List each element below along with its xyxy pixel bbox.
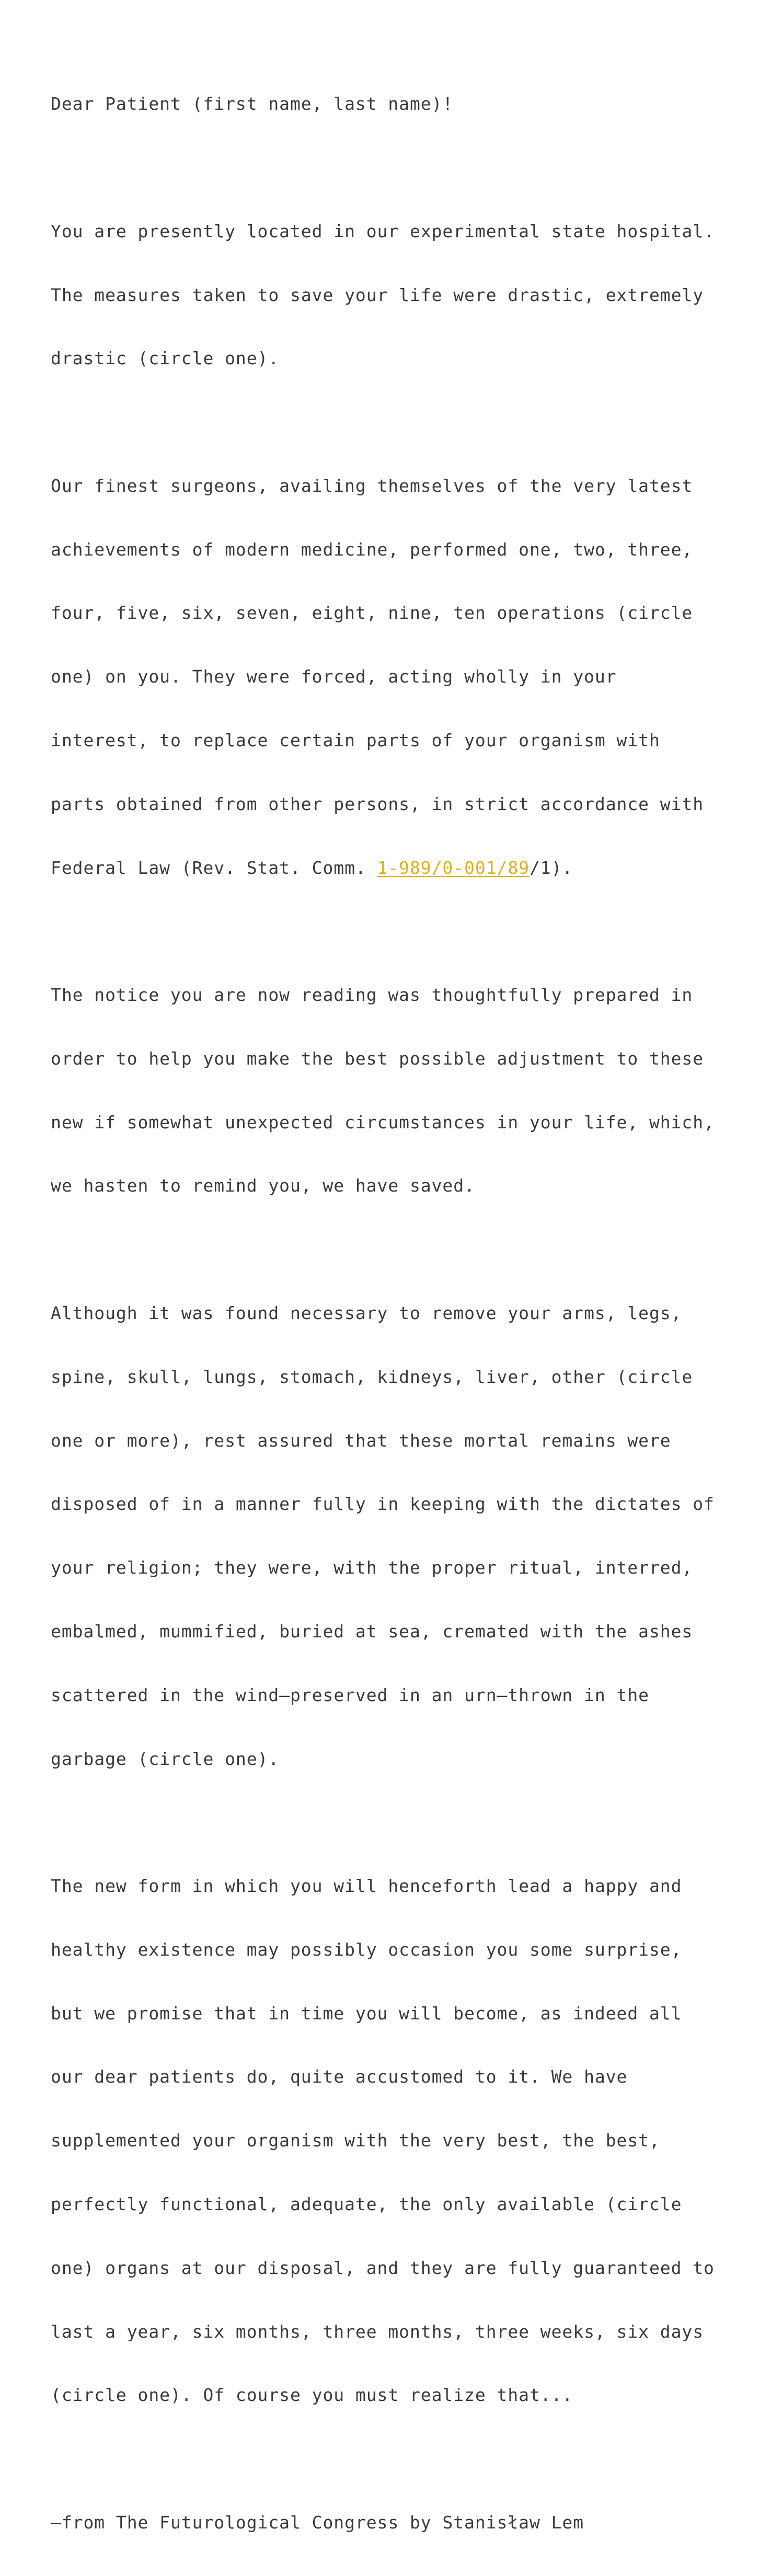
paragraph-3-line: we hasten to remind you, we have saved. — [51, 1175, 475, 1196]
paragraph-2-line: interest, to replace certain parts of your organism with — [51, 730, 660, 750]
paragraph-5-line: one) organs at our disposal, and they are fully guaranteed to — [51, 2257, 715, 2278]
paragraph-1-line: The measures taken to save your life were drastic, extremely — [51, 284, 704, 305]
paragraph-5-line: last a year, six months, three months, three weeks, six days — [51, 2321, 704, 2342]
paragraph-3-line: order to help you make the best possible adjustment to these — [51, 1048, 704, 1069]
paragraph-1-line: drastic (circle one). — [51, 348, 280, 369]
paragraph-4-line: embalmed, mummified, buried at sea, cremated with the ashes — [51, 1621, 693, 1642]
paragraph-5-line: supplemented your organism with the very best, the best, — [51, 2130, 660, 2151]
paragraph-4-line: garbage (circle one). — [51, 1748, 280, 1769]
law-text-before: Federal Law (Rev. Stat. Comm. — [51, 857, 377, 878]
paragraph-4-line: one or more), rest assured that these mortal remains were — [51, 1430, 671, 1451]
paragraph-5-line: our dear patients do, quite accustomed to it. We have — [51, 2066, 628, 2087]
paragraph-4-line: spine, skull, lungs, stomach, kidneys, liver, other (circle — [51, 1366, 693, 1387]
paragraph-2-line: Our finest surgeons, availing themselves of the very latest — [51, 475, 693, 496]
greeting — [51, 51, 771, 157]
paragraph-5-line: perfectly functional, adequate, the only available (circle — [51, 2193, 682, 2214]
paragraph-5-line: but we promise that in time you will become, as indeed all — [51, 2003, 682, 2024]
attribution-line: —from The Futurological Congress by Stanisław Lem — [51, 2512, 584, 2533]
paragraph-4-line: disposed of in a manner fully in keeping with the dictates of — [51, 1494, 715, 1515]
paragraph-2 — [51, 433, 771, 921]
attribution — [51, 2470, 771, 2576]
paragraph-2-line: one) on you. They were forced, acting wholly in your — [51, 666, 617, 687]
law-text-after: /1). — [529, 857, 573, 878]
law-reference-link[interactable]: 1-989/0-001/89 — [377, 857, 530, 878]
paragraph-3-line: The notice you are now reading was thoughtfully prepared in — [51, 985, 693, 1006]
paragraph-2-last-line — [51, 858, 771, 879]
paragraph-1-line: You are presently located in our experimental state hospital. — [51, 221, 715, 241]
paragraph-1 — [51, 179, 771, 412]
paragraph-5-line: The new form in which you will henceforth lead a happy and — [51, 1876, 682, 1897]
paragraph-5 — [51, 1833, 771, 2448]
paragraph-2-line: parts obtained from other persons, in strict accordance with — [51, 793, 704, 814]
paragraph-4 — [51, 1261, 771, 1812]
paragraph-3-line: new if somewhat unexpected circumstances in your life, which, — [51, 1112, 715, 1133]
paragraph-2-line: four, five, six, seven, eight, nine, ten operations (circle — [51, 603, 693, 623]
paragraph-5-line: healthy existence may possibly occasion you some surprise, — [51, 1939, 682, 1960]
paragraph-4-line: your religion; they were, with the proper ritual, interred, — [51, 1557, 693, 1578]
paragraph-3 — [51, 942, 771, 1239]
paragraph-4-line: scattered in the wind—preserved in an urn—thrown in the — [51, 1684, 649, 1705]
paragraph-5-line: (circle one). Of course you must realize that... — [51, 2385, 573, 2406]
paragraph-4-line: Although it was found necessary to remove your arms, legs, — [51, 1303, 682, 1324]
greeting-line: Dear Patient (first name, last name)! — [51, 94, 454, 114]
paragraph-2-line: achievements of modern medicine, performed one, two, three, — [51, 539, 693, 560]
